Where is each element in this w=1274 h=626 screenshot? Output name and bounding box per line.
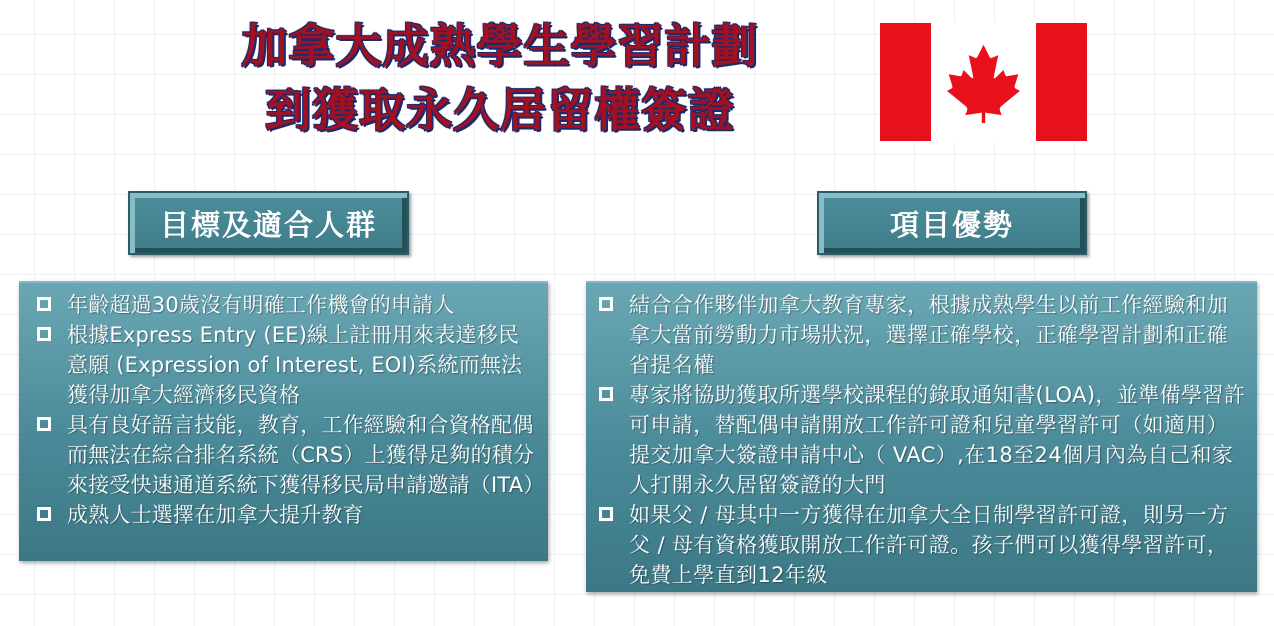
square-bullet-icon	[37, 507, 51, 521]
list-item: 年齡超過30歲沒有明確工作機會的申請人	[37, 290, 538, 320]
list-item: 如果父 / 母其中一方獲得在加拿大全日制學習許可證，則另一方父 / 母有資格獲取開放工作許可證。孩子們可以獲得學習許可，免費上學直到12年級	[599, 500, 1247, 590]
title-line-2: 到獲取永久居留權簽證	[265, 83, 735, 137]
list-item: 成熟人士選擇在加拿大提升教育	[37, 500, 538, 530]
list-item: 具有良好語言技能，教育，工作經驗和合資格配偶而無法在綜合排名系統（CRS）上獲得足夠的積分來接受快速通道系統下獲得移民局申請邀請（ITA）	[37, 410, 538, 500]
square-bullet-icon	[37, 417, 51, 431]
list-item: 根據Express Entry (EE)線上註冊用來表達移民意願 (Expression of Interest, EOI)系統而無法獲得加拿大經濟移民資格	[37, 320, 538, 410]
flag-right-bar	[1036, 23, 1087, 141]
canada-flag-icon	[880, 23, 1087, 141]
list-item: 結合合作夥伴加拿大教育專家，根據成熟學生以前工作經驗和加拿大當前勞動力市場狀況，選擇正確學校，正確學習計劃和正確省提名權	[599, 290, 1247, 380]
square-bullet-icon	[599, 297, 613, 311]
flag-left-bar	[880, 23, 931, 141]
list-item: 專家將協助獲取所選學校課程的錄取通知書(LOA)，並準備學習許可申請，替配偶申請開放工作許可證和兒童學習許可（如適用）提交加拿大簽證申請中心（ VAC）,在18至24個月內為自己和家人打開永久居留簽證的大門	[599, 380, 1247, 500]
square-bullet-icon	[599, 507, 613, 521]
square-bullet-icon	[37, 297, 51, 311]
target-audience-list	[37, 290, 545, 530]
target-audience-header	[128, 191, 409, 255]
target-audience-label: 目標及適合人群	[159, 208, 377, 242]
program-advantages-list	[599, 290, 1247, 590]
maple-leaf-icon	[940, 43, 1027, 123]
program-advantages-label: 項目優勢	[889, 208, 1014, 242]
program-advantages-panel	[586, 281, 1257, 592]
title-line-1: 加拿大成熟學生學習計劃	[241, 19, 759, 73]
square-bullet-icon	[599, 387, 613, 401]
target-audience-panel	[19, 281, 548, 561]
program-advantages-header	[817, 191, 1087, 255]
page-title	[170, 14, 830, 142]
square-bullet-icon	[37, 327, 51, 341]
